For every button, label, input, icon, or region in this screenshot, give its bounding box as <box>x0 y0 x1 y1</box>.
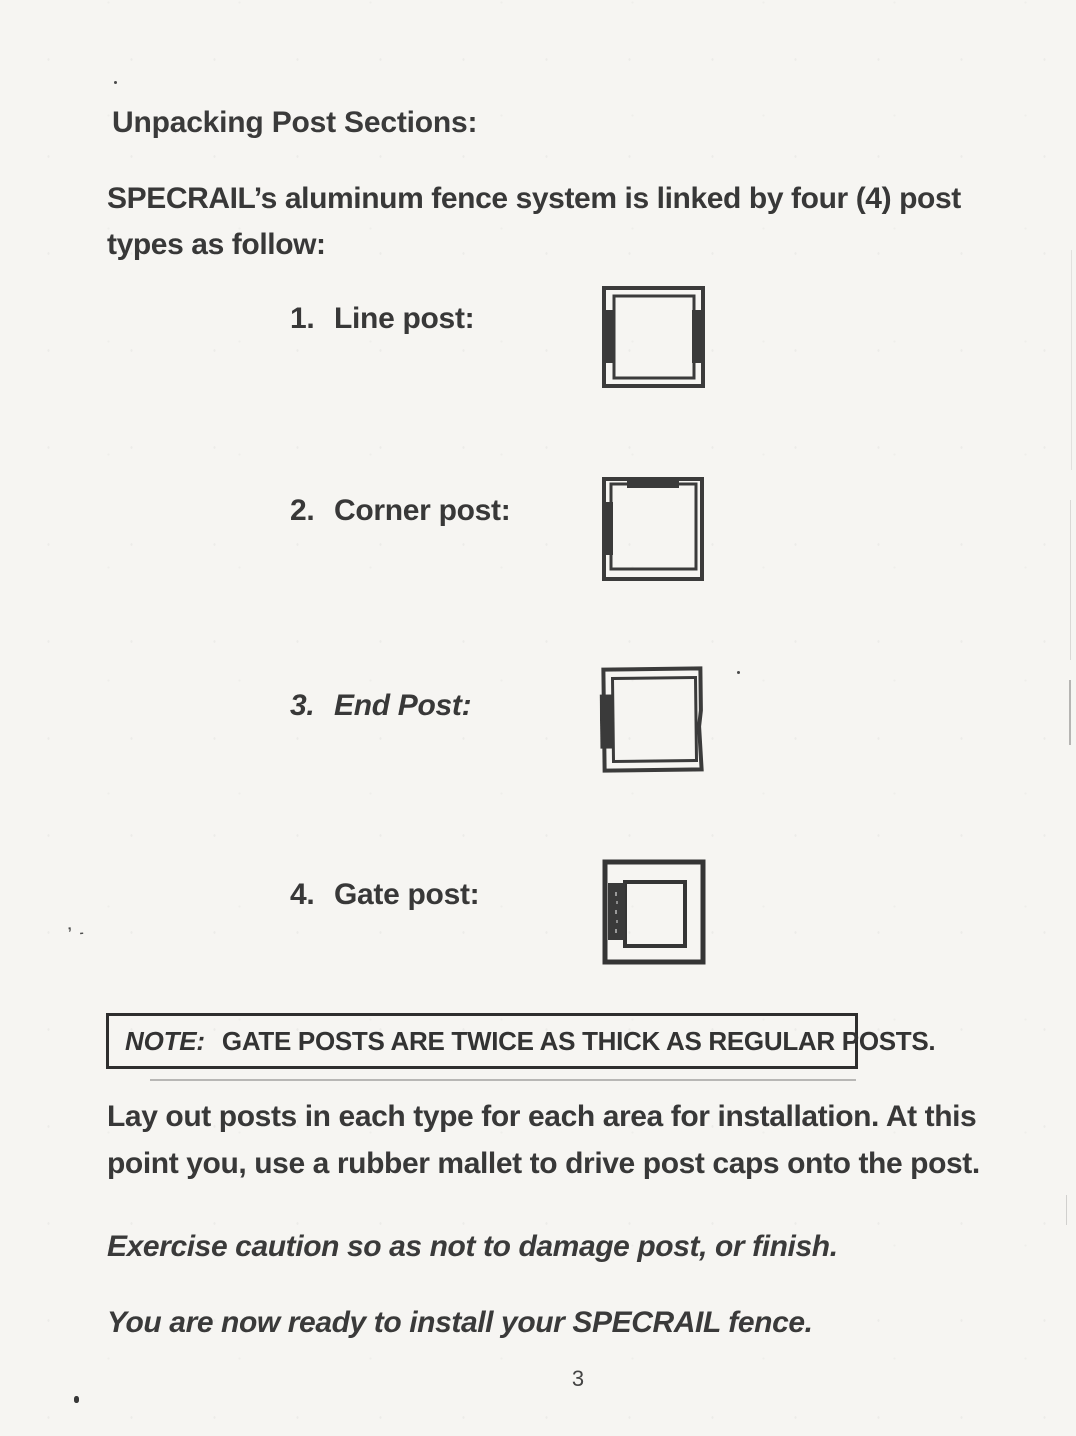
post-type-row-end <box>0 665 1076 785</box>
post-type-row-line <box>0 285 1076 405</box>
intro-line-2: types as follow: <box>107 228 326 261</box>
intro-line-1: SPECRAIL’s aluminum fence system is linked by four (4) post <box>107 182 961 215</box>
scan-edge-streak <box>1071 250 1072 470</box>
page-number: 3 <box>571 1366 585 1391</box>
list-number: 2. <box>290 494 315 527</box>
note-text: GATE POSTS ARE TWICE AS THICK AS REGULAR POSTS. <box>221 1025 936 1056</box>
post-label-end <box>290 689 471 723</box>
list-label: End Post: <box>334 689 472 722</box>
post-label-corner <box>290 494 510 528</box>
scan-mark: ’ - <box>67 923 87 942</box>
scan-speck <box>737 671 740 674</box>
post-type-row-gate <box>0 859 1076 979</box>
list-number: 1. <box>290 302 315 335</box>
layout-paragraph-line-1: Lay out posts in each type for each area for installation. At this <box>107 1100 977 1133</box>
note-box <box>106 1013 936 1069</box>
gate-post-diagram <box>602 859 706 965</box>
list-label: Gate post: <box>334 878 480 911</box>
post-label-line <box>290 302 474 336</box>
scan-speck <box>114 81 117 84</box>
scan-speck <box>74 1396 79 1403</box>
list-label: Line post: <box>334 302 475 335</box>
end-post-diagram <box>599 664 706 774</box>
line-post-diagram <box>601 285 706 389</box>
layout-paragraph-line-2: point you, use a rubber mallet to drive post caps onto the post. <box>107 1147 980 1180</box>
post-type-row-corner <box>0 476 1076 596</box>
post-label-gate <box>290 878 479 912</box>
scan-edge-streak <box>1070 500 1071 660</box>
caution-line: Exercise caution so as not to damage post, or finish. <box>107 1230 838 1263</box>
closing-line: You are now ready to install your SPECRAIL fence. <box>107 1306 813 1339</box>
list-number: 4. <box>290 878 315 911</box>
scan-edge-streak <box>1069 680 1071 745</box>
scan-edge-streak <box>1066 1195 1067 1225</box>
note-prefix: NOTE: <box>125 1025 205 1056</box>
list-number: 3. <box>290 689 315 722</box>
list-label: Corner post: <box>334 494 511 527</box>
corner-post-diagram <box>601 476 705 582</box>
page-title: Unpacking Post Sections: <box>112 106 478 139</box>
scan-line-artifact <box>150 1079 856 1081</box>
